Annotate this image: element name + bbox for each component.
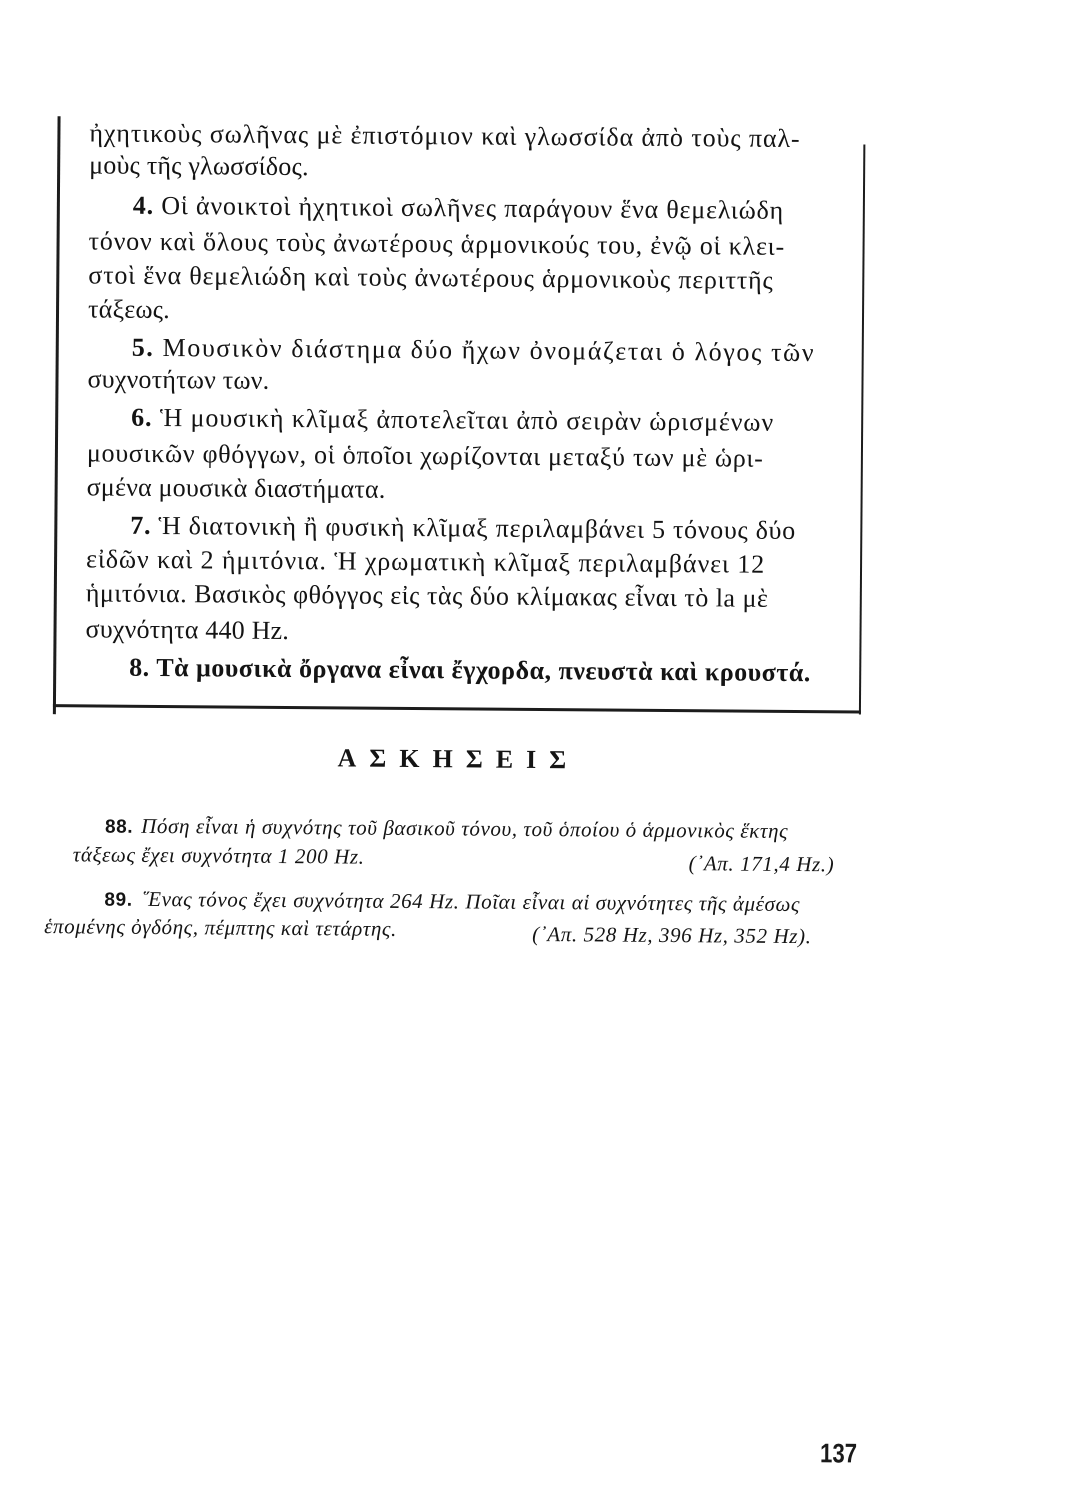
exercise-answer: (᾿Απ. 171,4 Hz.) (689, 851, 835, 877)
summary-text: συχνοτήτων των. (87, 364, 269, 394)
summary-text: Ἡ μουσικὴ κλῖμαξ ἀποτελεῖται ἀπὸ σειρὰν ὡρισμένων (160, 403, 774, 437)
exercise-line-1 (104, 887, 800, 917)
summary-line (130, 511, 796, 546)
summary-text: συχνότητα 440 Hz. (85, 614, 289, 645)
exercise-line-2: τάξεως ἔχει συχνότητα 1 200 Hz. (73, 842, 365, 869)
exercise-88 (6, 0, 1084, 4)
summary-text: Τὰ μουσικὰ ὄργανα εἶναι ἔγχορδα, πνευστὰ καὶ κρουστά. (156, 653, 811, 687)
item-number: 5. (132, 333, 155, 362)
exercise-89 (6, 0, 1084, 4)
summary-line (133, 191, 784, 226)
summary-text: ἡμιτόνια. Βασικὸς φθόγγος εἰς τὰς δύο κλίμακας εἶναι τὸ la μὲ (86, 578, 769, 612)
summary-text: Οἱ ἀνοικτοὶ ἠχητικοὶ σωλῆνες παράγουν ἕνα θεμελιώδη (161, 191, 784, 225)
summary-line (88, 226, 785, 261)
summary-line (129, 653, 811, 688)
exercise-line-1 (105, 814, 788, 844)
summary-line (88, 294, 170, 325)
summary-text: ἠχητικοὺς σωλῆνας μὲ ἐπιστόμιον καὶ γλωσσίδα ἀπὸ τοὺς παλ- (89, 118, 800, 153)
exercise-number: 88. (105, 817, 133, 838)
summary-line (86, 544, 765, 579)
summary-text: Ἡ διατονικὴ ἢ φυσικὴ κλῖμαξ περιλαμβάνει 5 τόνους δύο (158, 511, 796, 545)
summary-line (87, 472, 386, 504)
summary-line (87, 364, 269, 395)
item-number: 6. (131, 403, 153, 432)
summary-text: τόνον καὶ ὅλους τοὺς ἀνωτέρους ἁρμονικούς του, ἐνῷ οἱ κλει- (88, 226, 785, 260)
summary-text: μουσικῶν φθόγγων, οἱ ὁποῖοι χωρίζονται μεταξύ των μὲ ὡρι- (87, 438, 764, 472)
summary-line (87, 438, 764, 473)
summary-text: στοὶ ἕνα θεμελιώδη καὶ τοὺς ἀνωτέρους ἁρμονικοὺς περιττῆς (88, 260, 773, 294)
item-number: 4. (133, 191, 154, 220)
summary-line (131, 403, 774, 438)
summary-line (89, 118, 800, 154)
exercise-text: ῞Ενας τόνος ἔχει συχνότητα 264 Hz. Ποῖαι εἶναι αἱ συχνότητες τῆς ἀμέσως (141, 887, 801, 916)
summary-text: εἰδῶν καὶ 2 ἡμιτόνια. Ἡ χρωματικὴ κλῖμαξ περιλαμβάνει 12 (86, 544, 765, 578)
summary-line (89, 150, 309, 182)
item-number: 8. (129, 653, 150, 682)
summary-text: σμένα μουσικὰ διαστήματα. (87, 472, 386, 503)
box-border-right (859, 145, 865, 715)
summary-text: Μουσικὸν διάστημα δύο ἤχων ὀνομάζεται ὁ λόγος τῶν (162, 333, 815, 367)
summary-text: τάξεως. (88, 294, 170, 324)
item-number: 7. (130, 511, 151, 540)
exercise-answer: (᾿Απ. 528 Hz, 396 Hz, 352 Hz). (532, 922, 812, 949)
exercises-heading: ΑΣΚΗΣΕΙΣ (337, 743, 579, 775)
summary-line (88, 260, 773, 295)
box-border-left (53, 116, 61, 714)
page-number: 137 (820, 1438, 857, 1469)
exercise-number: 89. (104, 890, 132, 911)
exercise-text: Πόση εἶναι ἡ συχνότης τοῦ βασικοῦ τόνου, τοῦ ὁποίου ὁ ἁρμονικὸς ἕκτης (141, 814, 788, 843)
summary-box (53, 108, 866, 718)
summary-line (132, 333, 816, 368)
summary-line (86, 578, 769, 613)
summary-line (85, 614, 289, 646)
exercise-line-2: ἑπομένης ὀγδόης, πέμπτης καὶ τετάρτης. (44, 914, 397, 942)
summary-text: μοὺς τῆς γλωσσίδος. (89, 150, 309, 181)
box-border-bottom (53, 704, 861, 713)
